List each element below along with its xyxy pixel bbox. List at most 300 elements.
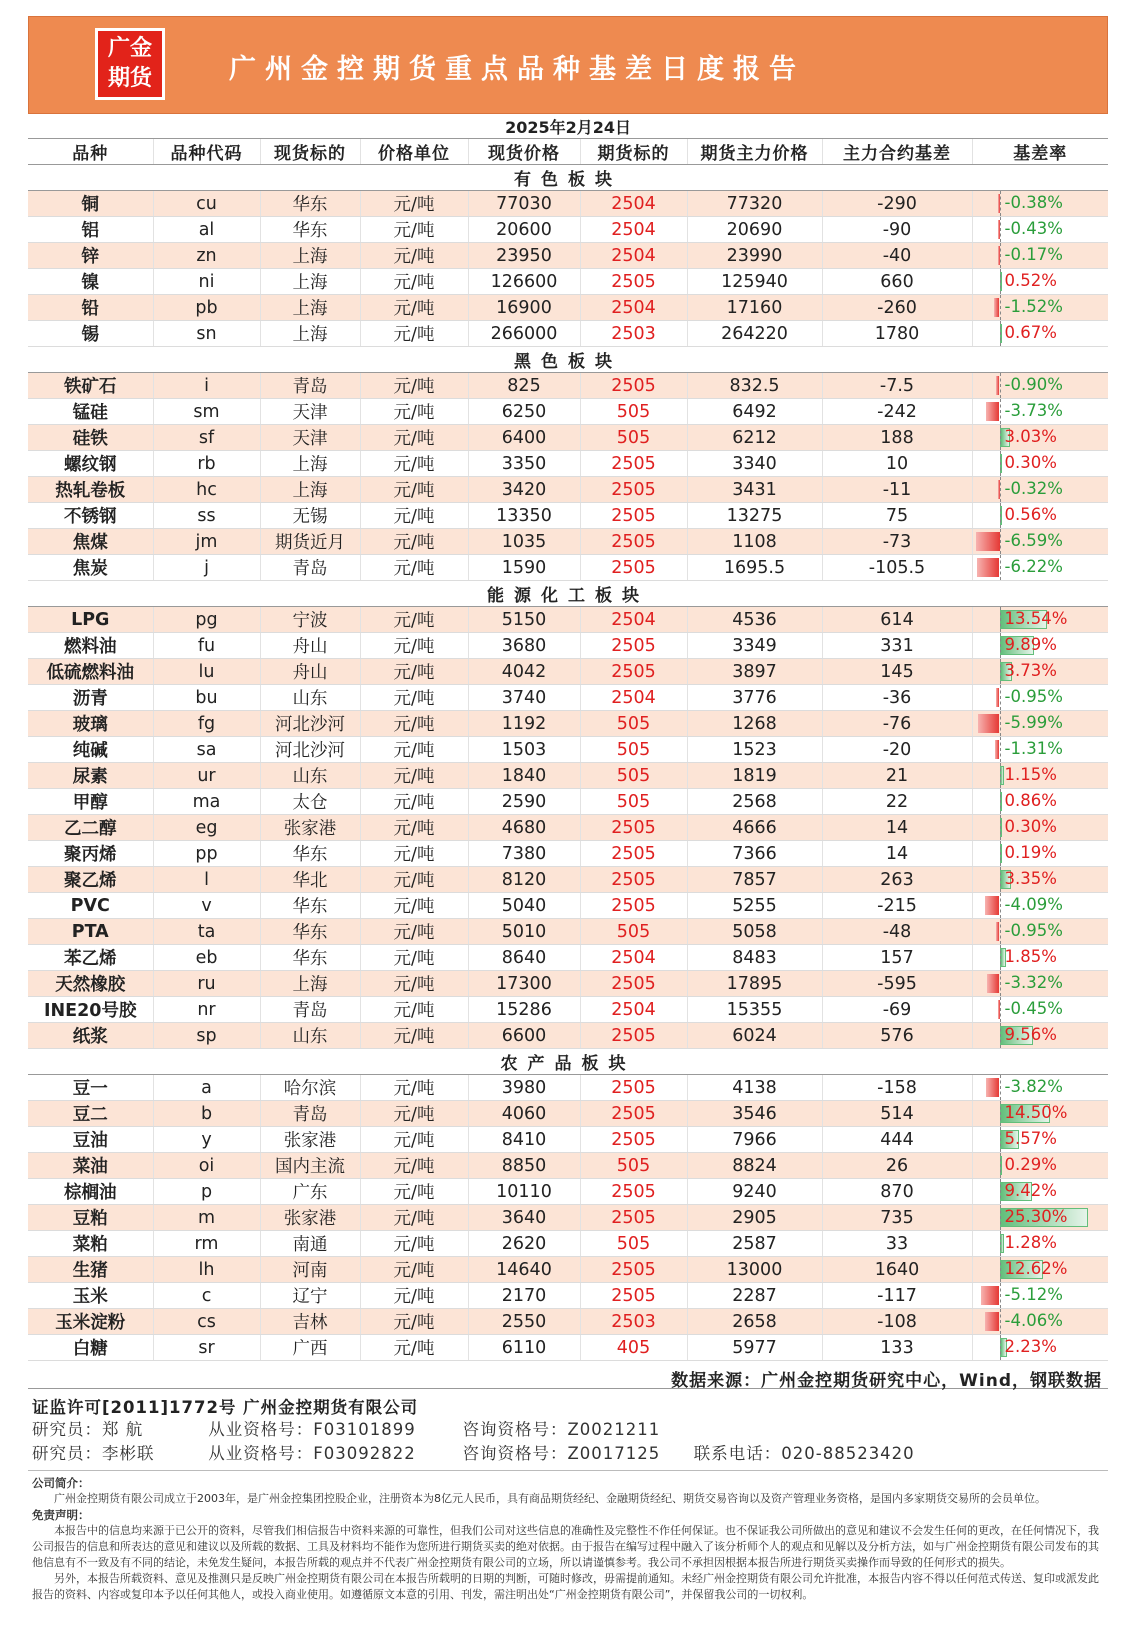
basis-rate-axis [1000, 1179, 1001, 1204]
basis-rate-value: -5.99% [1004, 713, 1063, 732]
spot-benchmark: 山东 [260, 763, 360, 789]
spot-benchmark: 无锡 [260, 503, 360, 529]
spot-price: 4680 [468, 815, 580, 841]
basis-rate-cell [972, 191, 1108, 217]
futures-price: 1523 [687, 737, 822, 763]
variety-code: sn [153, 321, 260, 347]
spot-price: 8410 [468, 1127, 580, 1153]
basis-rate-axis [1000, 841, 1001, 866]
basis-rate-axis [1000, 607, 1001, 632]
basis-rate-cell [972, 269, 1108, 295]
futures-contract: 2505 [580, 659, 687, 685]
spot-benchmark: 华北 [260, 867, 360, 893]
col-header: 现货标的 [260, 139, 360, 165]
variety-name: 聚乙烯 [28, 867, 153, 893]
variety-name: 乙二醇 [28, 815, 153, 841]
spot-benchmark: 期货近月 [260, 529, 360, 555]
variety-code: p [153, 1179, 260, 1205]
basis-rate-cell [972, 685, 1108, 711]
basis-rate-cell [972, 945, 1108, 971]
variety-name: 热轧卷板 [28, 477, 153, 503]
basis-table [28, 114, 1108, 1361]
futures-contract: 2505 [580, 373, 687, 399]
spot-price: 6110 [468, 1335, 580, 1361]
basis-value: 331 [822, 633, 972, 659]
futures-price: 6212 [687, 425, 822, 451]
footer [28, 1389, 1108, 1603]
basis-value: -76 [822, 711, 972, 737]
section-row [28, 1049, 1108, 1075]
basis-value: -158 [822, 1075, 972, 1101]
price-unit: 元/吨 [360, 685, 468, 711]
spot-price: 5040 [468, 893, 580, 919]
futures-contract: 505 [580, 711, 687, 737]
price-unit: 元/吨 [360, 763, 468, 789]
table-row [28, 1075, 1108, 1101]
futures-price: 1695.5 [687, 555, 822, 581]
futures-contract: 2504 [580, 217, 687, 243]
futures-price: 7857 [687, 867, 822, 893]
spot-benchmark: 上海 [260, 295, 360, 321]
table-row [28, 633, 1108, 659]
basis-rate-cell [972, 1335, 1108, 1361]
futures-contract: 2505 [580, 1127, 687, 1153]
spot-benchmark: 华东 [260, 217, 360, 243]
data-source: 数据来源：广州金控期货研究中心，Wind，钢联数据 [28, 1361, 1108, 1389]
table-row [28, 789, 1108, 815]
spot-benchmark: 张家港 [260, 1127, 360, 1153]
futures-contract: 505 [580, 1153, 687, 1179]
futures-contract: 2505 [580, 893, 687, 919]
spot-price: 825 [468, 373, 580, 399]
spot-price: 4042 [468, 659, 580, 685]
basis-rate-value: -1.52% [1004, 297, 1063, 316]
futures-price: 23990 [687, 243, 822, 269]
basis-value: -20 [822, 737, 972, 763]
basis-rate-value: -0.90% [1004, 375, 1063, 394]
spot-price: 1192 [468, 711, 580, 737]
basis-rate-value: 9.42% [1004, 1181, 1057, 1200]
basis-rate-axis [1000, 1257, 1001, 1282]
futures-contract: 2503 [580, 1309, 687, 1335]
basis-rate-value: 0.19% [1004, 843, 1057, 862]
col-header: 主力合约基差 [822, 139, 972, 165]
basis-rate-cell [972, 737, 1108, 763]
table-row [28, 1179, 1108, 1205]
table-row [28, 477, 1108, 503]
variety-code: jm [153, 529, 260, 555]
futures-price: 3349 [687, 633, 822, 659]
basis-value: 133 [822, 1335, 972, 1361]
price-unit: 元/吨 [360, 1153, 468, 1179]
variety-code: lh [153, 1257, 260, 1283]
disclaimer-paragraph-1: 本报告中的信息均来源于已公开的资料，尽管我们相信报告中资料来源的可靠性，但我们公司对这些信息的准确性及完整性不作任何保证。也不保证我公司所做出的意见和建议不会发生任何的更改，在任何情况下，我公司报告的信息和所表达的意见和建议以及所载的数据、工具及材料均不能作为您所进行期货买卖的绝对依据。由于报告在编写过程中融入了该分析师个人的观点和见解以及分析方法，如与广州金控期货有限公司发布的其他信息有不一致及有不同的结论，未免发生疑问，本报告所载的观点并不代表广州金控期货有限公司的立场，所以请谨慎参考。我公司不承担因根据本报告所进行期货买卖操作而导致的任何形式的损失。 [32, 1524, 1099, 1569]
table-row [28, 399, 1108, 425]
futures-contract: 505 [580, 399, 687, 425]
basis-rate-cell [972, 555, 1108, 581]
table-row [28, 1283, 1108, 1309]
basis-rate-axis [1000, 919, 1001, 944]
col-header: 价格单位 [360, 139, 468, 165]
variety-code: sm [153, 399, 260, 425]
price-unit: 元/吨 [360, 1335, 468, 1361]
spot-price: 16900 [468, 295, 580, 321]
researcher-row [28, 1416, 1108, 1440]
basis-rate-cell [972, 893, 1108, 919]
variety-code: sp [153, 1023, 260, 1049]
basis-value: -595 [822, 971, 972, 997]
futures-contract: 505 [580, 425, 687, 451]
table-row [28, 1153, 1108, 1179]
company-logo [95, 28, 165, 100]
basis-rate-value: 5.57% [1004, 1129, 1057, 1148]
basis-rate-bar [985, 896, 1000, 915]
section-row [28, 347, 1108, 373]
price-unit: 元/吨 [360, 555, 468, 581]
futures-contract: 505 [580, 1231, 687, 1257]
table-row [28, 659, 1108, 685]
futures-contract: 505 [580, 737, 687, 763]
price-unit: 元/吨 [360, 971, 468, 997]
basis-value: 10 [822, 451, 972, 477]
variety-code: lu [153, 659, 260, 685]
basis-rate-value: -4.06% [1004, 1311, 1063, 1330]
price-unit: 元/吨 [360, 425, 468, 451]
variety-code: pb [153, 295, 260, 321]
futures-price: 3776 [687, 685, 822, 711]
variety-name: 棕榈油 [28, 1179, 153, 1205]
col-header: 现货价格 [468, 139, 580, 165]
basis-value: 188 [822, 425, 972, 451]
basis-rate-value: -3.73% [1004, 401, 1063, 420]
spot-price: 2170 [468, 1283, 580, 1309]
variety-name: 铅 [28, 295, 153, 321]
basis-rate-cell [972, 399, 1108, 425]
table-row [28, 867, 1108, 893]
basis-rate-value: 0.52% [1004, 271, 1057, 290]
basis-value: -90 [822, 217, 972, 243]
basis-value: -108 [822, 1309, 972, 1335]
futures-price: 2568 [687, 789, 822, 815]
table-row [28, 503, 1108, 529]
variety-code: eb [153, 945, 260, 971]
spot-price: 8640 [468, 945, 580, 971]
spot-price: 3640 [468, 1205, 580, 1231]
futures-price: 15355 [687, 997, 822, 1023]
futures-contract: 2505 [580, 269, 687, 295]
price-unit: 元/吨 [360, 737, 468, 763]
spot-benchmark: 上海 [260, 321, 360, 347]
basis-value: -117 [822, 1283, 972, 1309]
basis-rate-cell [972, 1127, 1108, 1153]
basis-rate-axis [1000, 1023, 1001, 1048]
variety-code: ni [153, 269, 260, 295]
basis-rate-axis [1000, 451, 1001, 476]
futures-price: 8824 [687, 1153, 822, 1179]
futures-contract: 505 [580, 789, 687, 815]
spot-price: 13350 [468, 503, 580, 529]
variety-name: 铝 [28, 217, 153, 243]
price-unit: 元/吨 [360, 1283, 468, 1309]
basis-value: 22 [822, 789, 972, 815]
spot-benchmark: 宁波 [260, 607, 360, 633]
basis-value: 145 [822, 659, 972, 685]
spot-price: 8850 [468, 1153, 580, 1179]
basis-rate-axis [1000, 633, 1001, 658]
report-header [28, 16, 1108, 114]
variety-code: bu [153, 685, 260, 711]
basis-rate-cell [972, 1283, 1108, 1309]
basis-rate-axis [1000, 789, 1001, 814]
table-row [28, 555, 1108, 581]
basis-rate-value: 1.85% [1004, 947, 1057, 966]
price-unit: 元/吨 [360, 815, 468, 841]
spot-benchmark: 舟山 [260, 633, 360, 659]
basis-rate-axis [1000, 711, 1001, 736]
basis-rate-cell [972, 607, 1108, 633]
table-row [28, 425, 1108, 451]
disclaimer-paragraph-2: 另外，本报告所载资料、意见及推测只是反映广州金控期货有限公司在本报告所载明的日期的判断，可随时修改，毋需提前通知。未经广州金控期货有限公司允许批准，本报告内容不得以任何范式传送、复印或派发此报告的资料、内容或复印本予以任何其他人，或投入商业使用。如遵循原文本意的引用、刊发，需注明出处“广州金控期货有限公司”，并保留我公司的一切权利。 [32, 1572, 1099, 1601]
futures-price: 264220 [687, 321, 822, 347]
price-unit: 元/吨 [360, 1101, 468, 1127]
price-unit: 元/吨 [360, 477, 468, 503]
variety-name: 纸浆 [28, 1023, 153, 1049]
basis-rate-value: 13.54% [1004, 609, 1068, 628]
basis-value: 21 [822, 763, 972, 789]
futures-price: 6492 [687, 399, 822, 425]
variety-code: cs [153, 1309, 260, 1335]
spot-benchmark: 华东 [260, 191, 360, 217]
spot-price: 8120 [468, 867, 580, 893]
variety-code: sa [153, 737, 260, 763]
basis-rate-cell [972, 1257, 1108, 1283]
basis-rate-value: 1.15% [1004, 765, 1057, 784]
basis-rate-axis [1000, 191, 1001, 216]
futures-price: 1108 [687, 529, 822, 555]
variety-name: 焦炭 [28, 555, 153, 581]
basis-rate-axis [1000, 217, 1001, 242]
spot-price: 3740 [468, 685, 580, 711]
spot-benchmark: 张家港 [260, 815, 360, 841]
spot-price: 5150 [468, 607, 580, 633]
basis-rate-value: -0.45% [1004, 999, 1063, 1018]
variety-name: 苯乙烯 [28, 945, 153, 971]
spot-price: 1035 [468, 529, 580, 555]
basis-rate-value: 0.30% [1004, 817, 1057, 836]
basis-value: -290 [822, 191, 972, 217]
basis-rate-cell [972, 633, 1108, 659]
variety-code: m [153, 1205, 260, 1231]
spot-benchmark: 张家港 [260, 1205, 360, 1231]
basis-rate-cell [972, 659, 1108, 685]
price-unit: 元/吨 [360, 191, 468, 217]
price-unit: 元/吨 [360, 373, 468, 399]
futures-price: 5977 [687, 1335, 822, 1361]
basis-value: -36 [822, 685, 972, 711]
section-title: 农产品板块 [28, 1049, 1108, 1075]
price-unit: 元/吨 [360, 711, 468, 737]
basis-rate-axis [1000, 997, 1001, 1022]
basis-rate-cell [972, 971, 1108, 997]
futures-contract: 2505 [580, 477, 687, 503]
futures-contract: 405 [580, 1335, 687, 1361]
spot-price: 23950 [468, 243, 580, 269]
spot-price: 6400 [468, 425, 580, 451]
variety-name: 焦煤 [28, 529, 153, 555]
price-unit: 元/吨 [360, 217, 468, 243]
spot-benchmark: 华东 [260, 945, 360, 971]
table-row [28, 945, 1108, 971]
basis-rate-cell [972, 217, 1108, 243]
variety-code: rm [153, 1231, 260, 1257]
basis-rate-axis [1000, 243, 1001, 268]
basis-rate-axis [1000, 1153, 1001, 1178]
spot-price: 5010 [468, 919, 580, 945]
futures-price: 5255 [687, 893, 822, 919]
variety-name: 尿素 [28, 763, 153, 789]
col-header: 期货标的 [580, 139, 687, 165]
basis-rate-value: 12.62% [1004, 1259, 1068, 1278]
futures-price: 4536 [687, 607, 822, 633]
variety-code: ru [153, 971, 260, 997]
basis-rate-value: 3.03% [1004, 427, 1057, 446]
variety-name: 锡 [28, 321, 153, 347]
basis-rate-axis [1000, 763, 1001, 788]
variety-name: 低硫燃料油 [28, 659, 153, 685]
basis-rate-cell [972, 1023, 1108, 1049]
price-unit: 元/吨 [360, 789, 468, 815]
basis-rate-axis [1000, 555, 1001, 580]
price-unit: 元/吨 [360, 503, 468, 529]
table-row [28, 191, 1108, 217]
basis-value: 26 [822, 1153, 972, 1179]
price-unit: 元/吨 [360, 945, 468, 971]
basis-rate-axis [1000, 425, 1001, 450]
futures-price: 7366 [687, 841, 822, 867]
variety-code: hc [153, 477, 260, 503]
basis-rate-value: -0.43% [1004, 219, 1063, 238]
logo-line-2: 期货 [107, 66, 152, 91]
price-unit: 元/吨 [360, 1179, 468, 1205]
basis-value: -260 [822, 295, 972, 321]
variety-name: 聚丙烯 [28, 841, 153, 867]
variety-name: 甲醇 [28, 789, 153, 815]
spot-benchmark: 辽宁 [260, 1283, 360, 1309]
spot-benchmark: 青岛 [260, 997, 360, 1023]
section-row [28, 581, 1108, 607]
variety-code: al [153, 217, 260, 243]
table-row [28, 1023, 1108, 1049]
basis-rate-cell [972, 841, 1108, 867]
basis-rate-cell [972, 789, 1108, 815]
futures-price: 3546 [687, 1101, 822, 1127]
futures-price: 1268 [687, 711, 822, 737]
spot-price: 6600 [468, 1023, 580, 1049]
price-unit: 元/吨 [360, 451, 468, 477]
spot-benchmark: 吉林 [260, 1309, 360, 1335]
variety-name: 铁矿石 [28, 373, 153, 399]
spot-benchmark: 天津 [260, 425, 360, 451]
variety-code: pp [153, 841, 260, 867]
table-row [28, 1257, 1108, 1283]
basis-rate-axis [1000, 659, 1001, 684]
variety-name: 玉米 [28, 1283, 153, 1309]
table-row [28, 893, 1108, 919]
table-row [28, 321, 1108, 347]
price-unit: 元/吨 [360, 295, 468, 321]
futures-contract: 2505 [580, 1283, 687, 1309]
price-unit: 元/吨 [360, 1127, 468, 1153]
section-row [28, 165, 1108, 191]
basis-rate-value: -0.38% [1004, 193, 1063, 212]
researcher-consult: 咨询资格号：Z0021211 [462, 1420, 661, 1439]
basis-rate-value: 9.56% [1004, 1025, 1057, 1044]
table-row [28, 971, 1108, 997]
basis-rate-value: -3.32% [1004, 973, 1063, 992]
basis-rate-axis [1000, 815, 1001, 840]
variety-name: 天然橡胶 [28, 971, 153, 997]
basis-value: 514 [822, 1101, 972, 1127]
spot-benchmark: 河南 [260, 1257, 360, 1283]
basis-rate-value: -6.59% [1004, 531, 1063, 550]
report-page [28, 16, 1108, 1603]
spot-benchmark: 华东 [260, 841, 360, 867]
basis-value: 576 [822, 1023, 972, 1049]
variety-name: 白糖 [28, 1335, 153, 1361]
researcher-name: 研究员：郑 航 [32, 1420, 144, 1439]
basis-rate-axis [1000, 295, 1001, 320]
date-row [28, 114, 1108, 139]
basis-rate-bar [987, 974, 999, 993]
basis-rate-value: 14.50% [1004, 1103, 1068, 1122]
header-row [28, 139, 1108, 165]
col-header: 基差率 [972, 139, 1108, 165]
basis-rate-bar [977, 558, 1000, 577]
spot-benchmark: 太仓 [260, 789, 360, 815]
spot-price: 1840 [468, 763, 580, 789]
researcher-row [28, 1440, 1108, 1464]
spot-benchmark: 河北沙河 [260, 711, 360, 737]
futures-contract: 2503 [580, 321, 687, 347]
spot-price: 7380 [468, 841, 580, 867]
basis-rate-cell [972, 295, 1108, 321]
futures-price: 13000 [687, 1257, 822, 1283]
spot-benchmark: 舟山 [260, 659, 360, 685]
basis-rate-value: 0.30% [1004, 453, 1057, 472]
table-row [28, 919, 1108, 945]
basis-value: 444 [822, 1127, 972, 1153]
basis-rate-value: -0.95% [1004, 921, 1063, 940]
futures-price: 125940 [687, 269, 822, 295]
basis-value: -7.5 [822, 373, 972, 399]
futures-price: 2658 [687, 1309, 822, 1335]
futures-price: 832.5 [687, 373, 822, 399]
table-row [28, 763, 1108, 789]
basis-rate-cell [972, 1231, 1108, 1257]
table-row [28, 1309, 1108, 1335]
basis-value: -48 [822, 919, 972, 945]
basis-rate-value: -0.32% [1004, 479, 1063, 498]
spot-price: 17300 [468, 971, 580, 997]
futures-contract: 2505 [580, 503, 687, 529]
futures-price: 4138 [687, 1075, 822, 1101]
futures-contract: 505 [580, 763, 687, 789]
basis-rate-value: -6.22% [1004, 557, 1063, 576]
table-row [28, 607, 1108, 633]
basis-rate-axis [1000, 945, 1001, 970]
basis-rate-value: 0.56% [1004, 505, 1057, 524]
variety-code: i [153, 373, 260, 399]
